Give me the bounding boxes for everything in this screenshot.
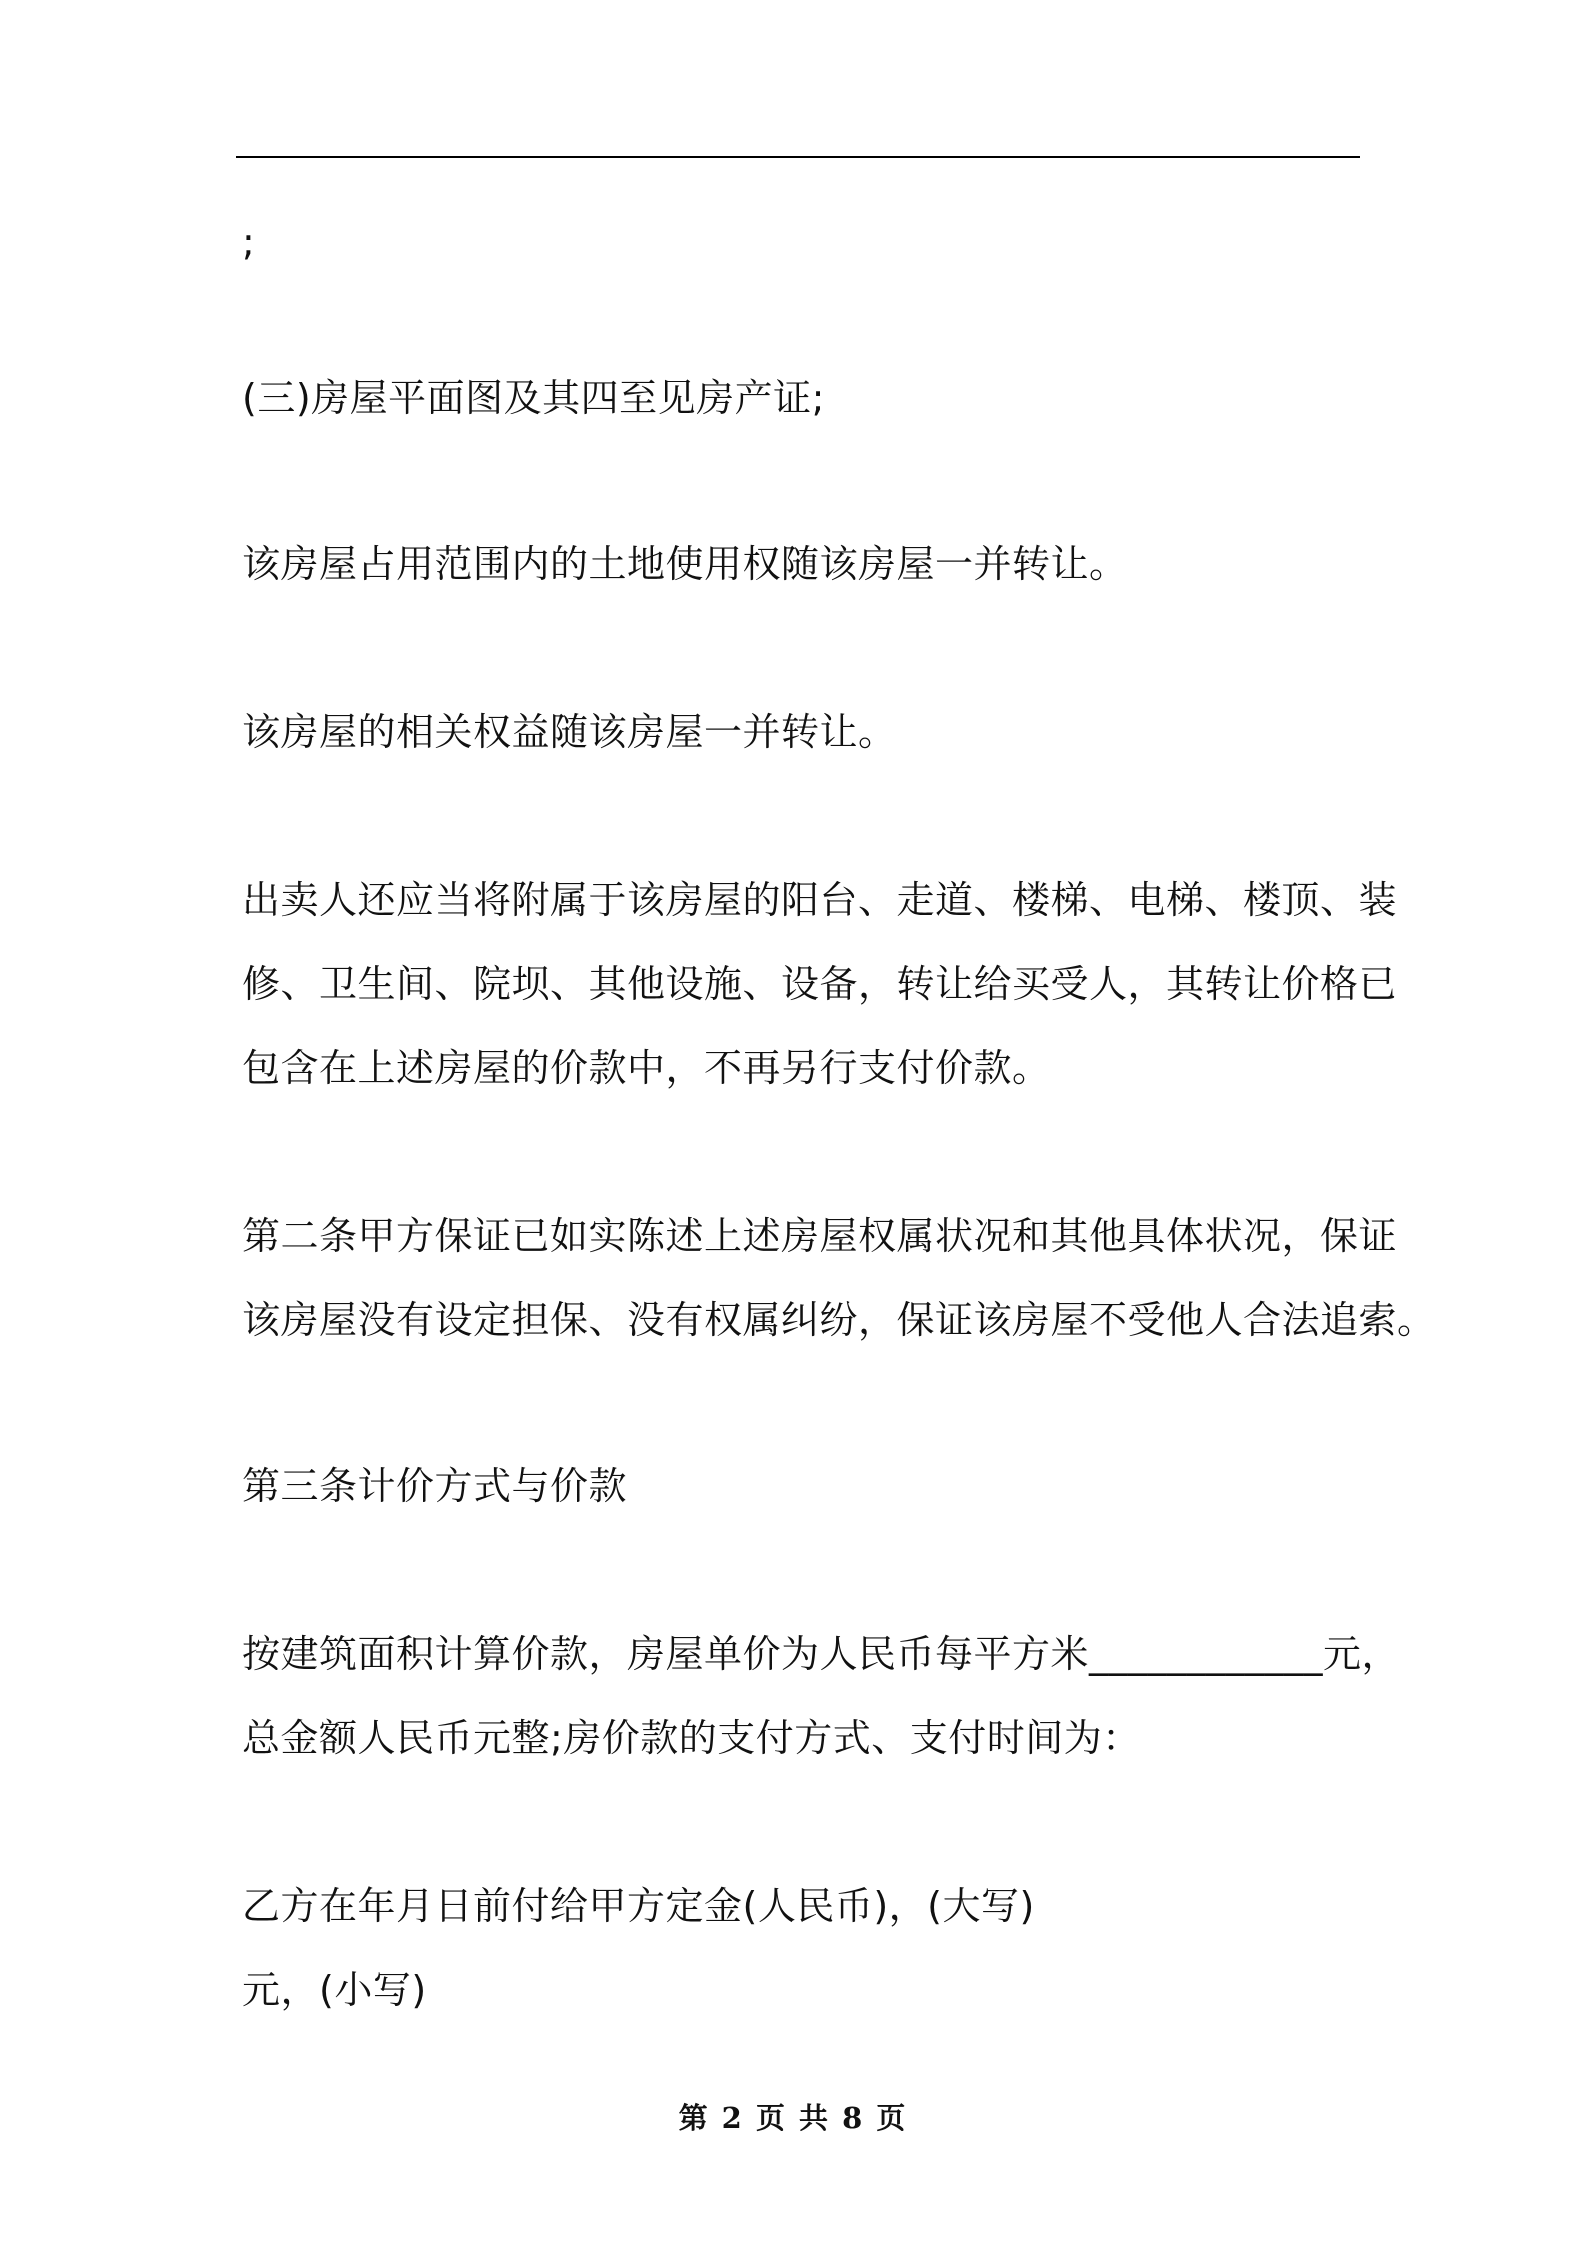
text-line: 第二条甲方保证已如实陈述上述房屋权属状况和其他具体状况，保证	[242, 1214, 1398, 1258]
text-line: 总金额人民币元整;房价款的支付方式、支付时间为：	[242, 1716, 1141, 1760]
text-line: 元，(小写)	[242, 1968, 427, 2012]
top-divider	[236, 156, 1360, 158]
text-line: 第三条计价方式与价款	[242, 1464, 628, 1508]
article-three-title	[242, 1444, 1382, 1528]
text-line: 修、卫生间、院坝、其他设施、设备，转让给买受人，其转让价格已	[242, 962, 1398, 1006]
pricing-paragraph	[242, 1612, 1401, 1780]
appurtenance-paragraph	[242, 858, 1398, 1110]
text-line: 该房屋占用范围内的土地使用权随该房屋一并转让。	[242, 542, 1128, 586]
text-line: 出卖人还应当将附属于该房屋的阳台、走道、楼梯、电梯、楼顶、装	[242, 878, 1398, 922]
land-use-paragraph	[242, 522, 1382, 606]
item-three-paragraph	[242, 356, 1382, 440]
text-line: 按建筑面积计算价款，房屋单价为人民币每平方米____________元，	[242, 1632, 1401, 1676]
text-line: (三)房屋平面图及其四至见房产证;	[242, 376, 825, 420]
text-line: ;	[242, 220, 256, 264]
article-two-paragraph	[242, 1194, 1436, 1362]
deposit-paragraph	[242, 1864, 1382, 2032]
text-line: 乙方在年月日前付给甲方定金(人民币)，(大写)	[242, 1884, 1035, 1928]
text-line: 该房屋没有设定担保、没有权属纠纷，保证该房屋不受他人合法追索。	[242, 1298, 1436, 1342]
text-line: 包含在上述房屋的价款中，不再另行支付价款。	[242, 1046, 1051, 1090]
page-number-footer: 第 2 页 共 8 页	[678, 2101, 908, 2135]
semicolon-line	[242, 200, 1382, 284]
text-line: 该房屋的相关权益随该房屋一并转让。	[242, 710, 897, 754]
rights-paragraph	[242, 690, 1382, 774]
